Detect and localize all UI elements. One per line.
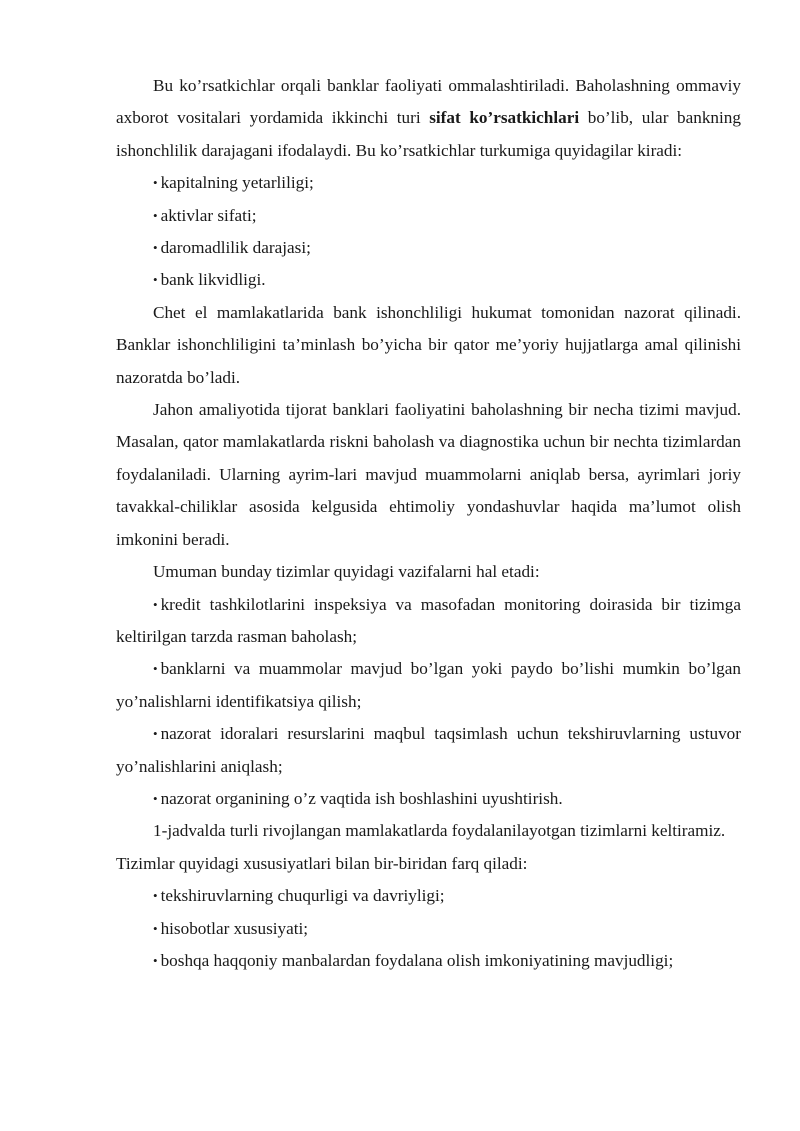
list-item-text: boshqa haqqoniy manbalardan foydalana olish imkoniyatining mavjudligi; bbox=[160, 950, 674, 970]
list-item bbox=[116, 264, 741, 296]
paragraph-differences-intro: Tizimlar quyidagi xususiyatlari bilan bir-biridan farq qiladi: bbox=[116, 853, 528, 873]
list-item bbox=[116, 880, 741, 912]
list-item-text: daromadlilik darajasi; bbox=[160, 238, 311, 258]
list-item-text: tekshiruvlarning chuqurligi va davriyligi; bbox=[160, 886, 445, 906]
list-item bbox=[116, 589, 741, 654]
list-item bbox=[116, 718, 741, 783]
list-item-text: banklarni va muammolar mavjud bo’lgan yoki paydo bo’lishi mumkin bo’lgan yo’nalishlarni identifikatsiya qilish; bbox=[116, 659, 741, 711]
paragraph-table-reference: 1-jadvalda turli rivojlangan mamlakatlarda foydalanilayotgan tizimlarni keltiramiz. bbox=[153, 821, 726, 841]
bullet-icon: • bbox=[153, 596, 158, 612]
bullet-icon: • bbox=[153, 661, 158, 677]
paragraph-foreign-control: Chet el mamlakatlarida bank ishonchliligi hukumat tomonidan nazorat qilinadi. Banklar ishonchliligini ta’minlash bo’yicha bir qator me’yoriy hujjatlarga amal qilinishi nazoratda bo’ladi. bbox=[116, 302, 741, 387]
list-item bbox=[116, 945, 741, 977]
bullet-icon: • bbox=[153, 207, 158, 223]
list-item-text: bank likvidligi. bbox=[160, 270, 266, 290]
bullet-icon: • bbox=[153, 272, 158, 288]
paragraph-intro bbox=[116, 70, 741, 167]
list-item bbox=[116, 913, 741, 945]
list-item bbox=[116, 653, 741, 718]
bullet-icon: • bbox=[153, 240, 158, 256]
list-item-text: aktivlar sifati; bbox=[160, 205, 257, 225]
list-item bbox=[116, 783, 741, 815]
bullet-icon: • bbox=[153, 790, 158, 806]
list-item bbox=[116, 232, 741, 264]
paragraph-intro-part1: Bu ko’rsatkichlar orqali banklar faoliyati ommalashtiriladi. Baholashning ommaviy axborot vositalari yordamida ikkinchi turi bbox=[116, 76, 741, 128]
list-item-text: kapitalning yetarliligi; bbox=[160, 173, 314, 193]
differences-list bbox=[116, 880, 741, 977]
bullet-icon: • bbox=[153, 920, 158, 936]
list-item bbox=[116, 200, 741, 232]
paragraph-intro-bold-term: sifat ko’rsatkichlari bbox=[429, 108, 580, 128]
bullet-icon: • bbox=[153, 952, 158, 968]
bullet-icon: • bbox=[153, 888, 158, 904]
list-item bbox=[116, 167, 741, 199]
paragraph-intro-part2: bo’lib, ular bankning ishonchlilik darajagani ifodalaydi. Bu ko’rsatkichlar turkumiga quyidagilar kiradi: bbox=[116, 108, 741, 160]
list-item-text: nazorat idoralari resurslarini maqbul taqsimlash uchun tekshiruvlarning ustuvor yo’nalishlarini aniqlash; bbox=[116, 724, 741, 776]
list-item-text: kredit tashkilotlarini inspeksiya va masofadan monitoring doirasida bir tizimga keltirilgan tarzda rasman baholash; bbox=[116, 594, 741, 646]
bullet-icon: • bbox=[153, 175, 158, 191]
list-item-text: nazorat organining o’z vaqtida ish boshlashini uyushtirish. bbox=[160, 788, 563, 808]
tasks-list bbox=[116, 589, 741, 816]
paragraph-tasks-intro: Umuman bunday tizimlar quyidagi vazifalarni hal etadi: bbox=[153, 562, 540, 582]
paragraph-world-practice: Jahon amaliyotida tijorat banklari faoliyatini baholashning bir necha tizimi mavjud. Masalan, qator mamlakatlarda riskni baholash va diagnostika uchun bir nechta tizimlardan foydalaniladi. Ularning ayrim-lari mavjud muammolarni aniqlab bersa, ayrimlari joriy tavakkal-chiliklar asosida kelgusida ehtimoliy yondashuvlar haqida ma’lumot olish imkonini beradi. bbox=[116, 400, 741, 549]
list-item-text: hisobotlar xususiyati; bbox=[160, 918, 309, 938]
indicators-list bbox=[116, 167, 741, 297]
document-page bbox=[116, 70, 741, 977]
bullet-icon: • bbox=[153, 726, 158, 742]
